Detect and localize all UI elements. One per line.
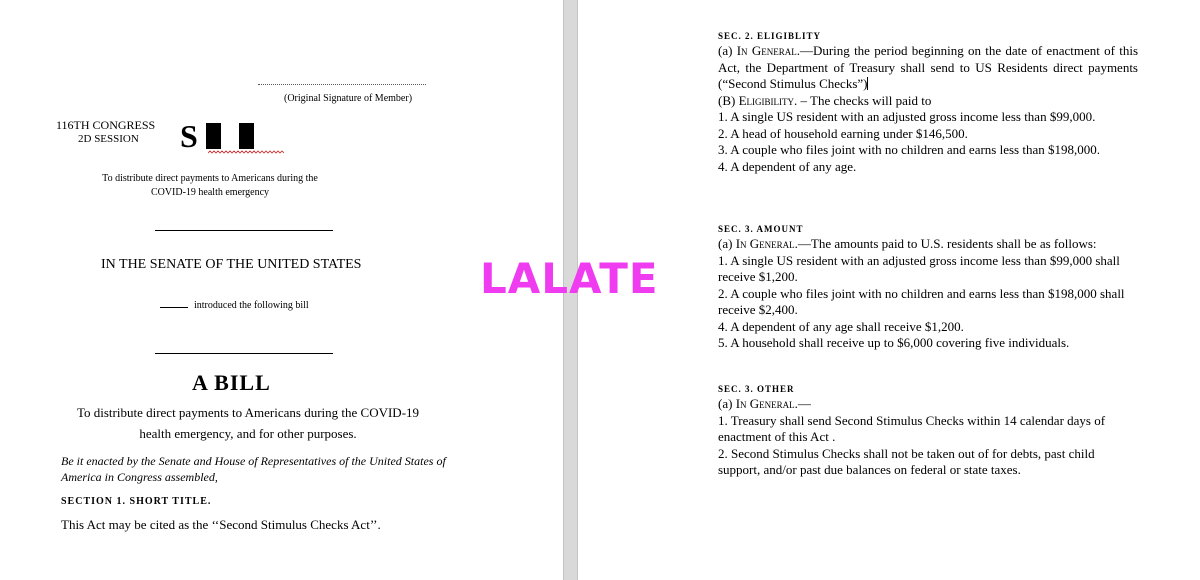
paragraph-text: —: [797, 396, 811, 411]
bill-purpose: To distribute direct payments to Americans during the COVID-19 health emergency, and for other purposes.: [76, 405, 420, 441]
paragraph-label: (a): [718, 43, 733, 58]
chamber-heading: IN THE SENATE OF THE UNITED STATES: [101, 257, 362, 272]
spellcheck-underline: [208, 150, 284, 154]
section-heading: SEC. 2. ELIGIBLITY: [718, 31, 822, 41]
list-item: 1. A single US resident with an adjusted gross income less than $99,000.: [718, 109, 1096, 124]
introduced-text: introduced the following bill: [194, 300, 309, 311]
paragraph-a: [718, 236, 1138, 253]
section-amount: [718, 222, 1138, 352]
list-item: 5. A household shall receive up to $6,000 covering five individuals.: [718, 335, 1070, 350]
list-item: 1. A single US resident with an adjusted gross income less than $99,000 shall receive $1,200.: [718, 252, 1120, 284]
paragraph-label: (a): [718, 236, 733, 251]
left-page: [0, 0, 563, 580]
paragraph-title: In General.: [735, 236, 798, 251]
section1-text: This Act may be cited as the ‘‘Second Stimulus Checks Act’’.: [61, 517, 381, 532]
section1-heading: SECTION 1. SHORT TITLE.: [61, 496, 212, 507]
list-item: 3. A couple who files joint with no children and earns less than $198,000.: [718, 142, 1100, 157]
paragraph-label: (a): [718, 396, 733, 411]
paragraph-a: [718, 43, 1138, 93]
paragraph-title: In General.: [735, 396, 798, 411]
list-item: 2. A head of household earning under $146,500.: [718, 125, 968, 141]
text-cursor: [867, 77, 868, 90]
paragraph-b: [718, 93, 1138, 110]
signature-line: [258, 84, 426, 85]
signature-label: (Original Signature of Member): [284, 93, 413, 104]
list-item: 4. A dependent of any age shall receive $1,200.: [718, 318, 964, 334]
list-item: 1. Treasury shall send Second Stimulus Checks within 14 calendar days of enactment of this Act .: [718, 412, 1106, 444]
sponsor-blank: [160, 307, 188, 308]
list-item: 4. A dependent of any age.: [718, 158, 857, 174]
section-eligibility: [718, 29, 1138, 175]
congress-label: 116TH CONGRESS: [56, 118, 156, 132]
section-heading: SEC. 3. AMOUNT: [718, 224, 804, 234]
introduced-line: [160, 300, 309, 311]
divider: [155, 353, 333, 354]
paragraph-text: —During the period beginning on the date of enactment of this Act, the Department of Treasury shall send to US Residents direct payments (“Second Stimulus Checks”): [718, 43, 1139, 91]
paragraph-label: (B): [718, 92, 736, 108]
bill-heading: A BILL: [192, 370, 271, 395]
bill-prefix: S: [180, 118, 198, 154]
list-item: 2. A couple who files joint with no children and earns less than $198,000 shall receive $2,400.: [718, 285, 1125, 317]
divider: [155, 230, 333, 231]
session-label: 2D SESSION: [78, 133, 139, 145]
paragraph-a: [718, 396, 1138, 413]
bill-number: [180, 118, 254, 154]
watermark: LALATE: [480, 254, 659, 303]
paragraph-title: Eligibility.: [738, 92, 798, 108]
section-heading: SEC. 3. OTHER: [718, 384, 795, 394]
redaction-block: [206, 123, 221, 149]
paragraph-text: —The amounts paid to U.S. residents shall be as follows:: [797, 236, 1097, 251]
enacting-clause: Be it enacted by the Senate and House of Representatives of the United States of America in Congress assembled,: [61, 454, 446, 484]
paragraph-text: – The checks will paid to: [797, 92, 932, 108]
redaction-block: [239, 123, 254, 149]
paragraph-title: In General.: [736, 43, 800, 58]
section-other: [718, 382, 1138, 479]
bill-summary: To distribute direct payments to Americans during the COVID-19 health emergency: [102, 173, 318, 198]
list-item: 2. Second Stimulus Checks shall not be taken out of for debts, past child support, and/or past due balances on federal or state taxes.: [718, 445, 1095, 477]
